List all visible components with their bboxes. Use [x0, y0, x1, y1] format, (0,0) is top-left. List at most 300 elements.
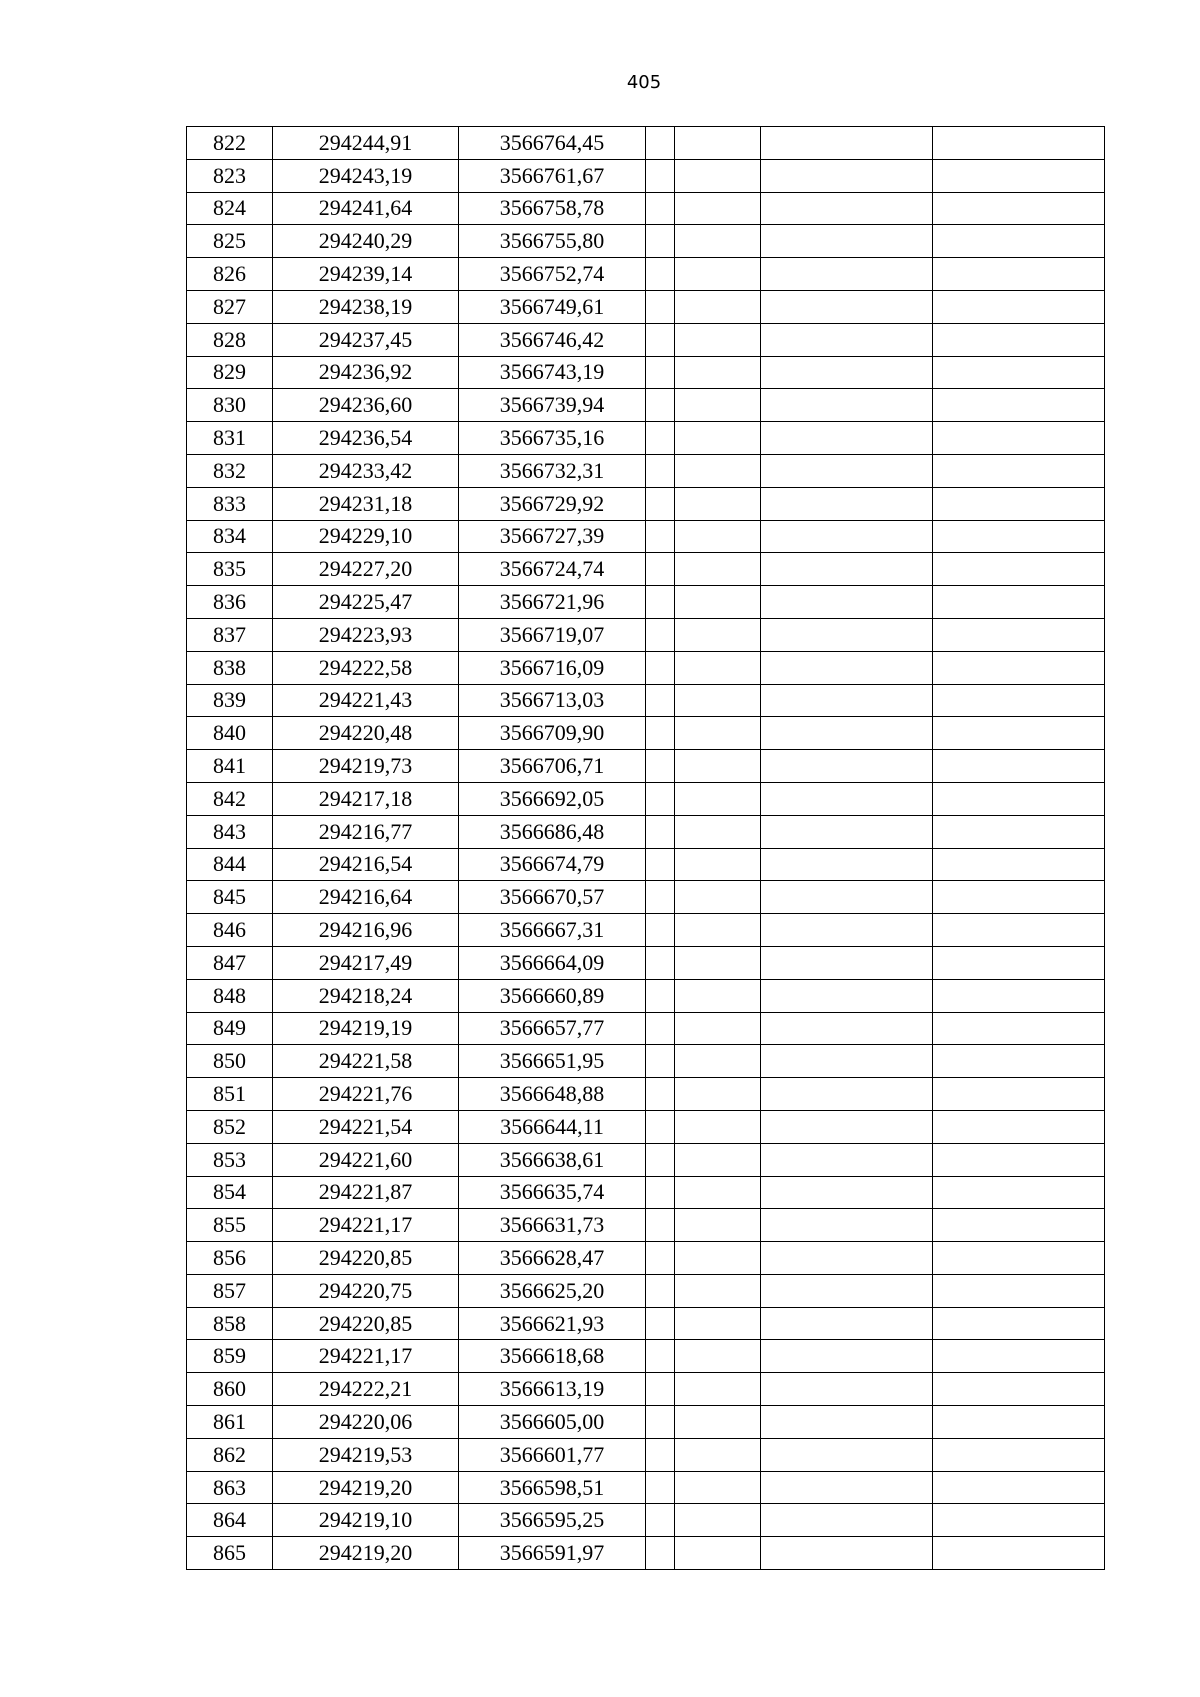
y-coordinate-cell: 3566746,42: [459, 323, 646, 356]
y-coordinate-cell: 3566625,20: [459, 1274, 646, 1307]
empty-cell: [761, 1471, 933, 1504]
empty-cell: [675, 1373, 761, 1406]
table-row: [187, 258, 1105, 291]
empty-cell: [933, 651, 1105, 684]
empty-cell: [761, 1143, 933, 1176]
point-number-cell: 829: [187, 356, 273, 389]
x-coordinate-cell: 294225,47: [273, 586, 459, 619]
y-coordinate-cell: 3566674,79: [459, 848, 646, 881]
y-coordinate-cell: 3566727,39: [459, 520, 646, 553]
empty-cell: [933, 1242, 1105, 1275]
empty-cell: [933, 290, 1105, 323]
table-row: [187, 914, 1105, 947]
empty-cell: [933, 914, 1105, 947]
table-row: [187, 586, 1105, 619]
x-coordinate-cell: 294216,54: [273, 848, 459, 881]
empty-cell: [761, 914, 933, 947]
empty-cell: [646, 1078, 675, 1111]
empty-cell: [761, 159, 933, 192]
table-row: [187, 750, 1105, 783]
empty-cell: [675, 881, 761, 914]
coordinates-table-body: [187, 127, 1105, 1570]
x-coordinate-cell: 294220,75: [273, 1274, 459, 1307]
empty-cell: [761, 487, 933, 520]
y-coordinate-cell: 3566605,00: [459, 1406, 646, 1439]
table-row: [187, 1143, 1105, 1176]
table-row: [187, 1504, 1105, 1537]
empty-cell: [646, 159, 675, 192]
y-coordinate-cell: 3566716,09: [459, 651, 646, 684]
table-row: [187, 1209, 1105, 1242]
empty-cell: [646, 422, 675, 455]
table-row: [187, 290, 1105, 323]
x-coordinate-cell: 294231,18: [273, 487, 459, 520]
y-coordinate-cell: 3566601,77: [459, 1438, 646, 1471]
empty-cell: [646, 192, 675, 225]
y-coordinate-cell: 3566709,90: [459, 717, 646, 750]
y-coordinate-cell: 3566686,48: [459, 815, 646, 848]
point-number-cell: 865: [187, 1537, 273, 1570]
x-coordinate-cell: 294238,19: [273, 290, 459, 323]
table-row: [187, 225, 1105, 258]
point-number-cell: 856: [187, 1242, 273, 1275]
empty-cell: [933, 750, 1105, 783]
point-number-cell: 824: [187, 192, 273, 225]
empty-cell: [675, 914, 761, 947]
x-coordinate-cell: 294221,43: [273, 684, 459, 717]
point-number-cell: 843: [187, 815, 273, 848]
empty-cell: [933, 1504, 1105, 1537]
table-row: [187, 1045, 1105, 1078]
empty-cell: [675, 750, 761, 783]
coordinates-table: [186, 126, 1105, 1570]
empty-cell: [675, 717, 761, 750]
empty-cell: [675, 258, 761, 291]
y-coordinate-cell: 3566692,05: [459, 782, 646, 815]
empty-cell: [761, 1406, 933, 1439]
empty-cell: [761, 192, 933, 225]
empty-cell: [646, 1340, 675, 1373]
empty-cell: [933, 1406, 1105, 1439]
table-row: [187, 422, 1105, 455]
x-coordinate-cell: 294219,53: [273, 1438, 459, 1471]
empty-cell: [761, 1504, 933, 1537]
y-coordinate-cell: 3566631,73: [459, 1209, 646, 1242]
table-row: [187, 684, 1105, 717]
point-number-cell: 837: [187, 618, 273, 651]
table-row: [187, 1078, 1105, 1111]
empty-cell: [761, 1209, 933, 1242]
x-coordinate-cell: 294240,29: [273, 225, 459, 258]
empty-cell: [933, 1209, 1105, 1242]
point-number-cell: 826: [187, 258, 273, 291]
empty-cell: [761, 848, 933, 881]
empty-cell: [761, 684, 933, 717]
empty-cell: [761, 815, 933, 848]
empty-cell: [646, 586, 675, 619]
empty-cell: [646, 815, 675, 848]
y-coordinate-cell: 3566648,88: [459, 1078, 646, 1111]
point-number-cell: 846: [187, 914, 273, 947]
empty-cell: [675, 1504, 761, 1537]
table-row: [187, 1471, 1105, 1504]
point-number-cell: 828: [187, 323, 273, 356]
empty-cell: [933, 1438, 1105, 1471]
empty-cell: [933, 1078, 1105, 1111]
x-coordinate-cell: 294222,58: [273, 651, 459, 684]
table-row: [187, 192, 1105, 225]
table-row: [187, 159, 1105, 192]
x-coordinate-cell: 294241,64: [273, 192, 459, 225]
y-coordinate-cell: 3566743,19: [459, 356, 646, 389]
empty-cell: [933, 1045, 1105, 1078]
empty-cell: [646, 1537, 675, 1570]
empty-cell: [675, 225, 761, 258]
point-number-cell: 832: [187, 454, 273, 487]
x-coordinate-cell: 294216,64: [273, 881, 459, 914]
empty-cell: [646, 225, 675, 258]
empty-cell: [761, 1307, 933, 1340]
point-number-cell: 860: [187, 1373, 273, 1406]
point-number-cell: 833: [187, 487, 273, 520]
empty-cell: [761, 946, 933, 979]
y-coordinate-cell: 3566667,31: [459, 914, 646, 947]
y-coordinate-cell: 3566713,03: [459, 684, 646, 717]
empty-cell: [933, 946, 1105, 979]
point-number-cell: 863: [187, 1471, 273, 1504]
empty-cell: [761, 127, 933, 160]
empty-cell: [933, 520, 1105, 553]
empty-cell: [646, 717, 675, 750]
y-coordinate-cell: 3566719,07: [459, 618, 646, 651]
empty-cell: [675, 159, 761, 192]
table-row: [187, 553, 1105, 586]
empty-cell: [933, 389, 1105, 422]
x-coordinate-cell: 294219,20: [273, 1471, 459, 1504]
x-coordinate-cell: 294222,21: [273, 1373, 459, 1406]
empty-cell: [675, 618, 761, 651]
empty-cell: [646, 127, 675, 160]
empty-cell: [933, 258, 1105, 291]
empty-cell: [646, 389, 675, 422]
empty-cell: [761, 1045, 933, 1078]
point-number-cell: 836: [187, 586, 273, 619]
y-coordinate-cell: 3566724,74: [459, 553, 646, 586]
empty-cell: [761, 422, 933, 455]
empty-cell: [933, 1110, 1105, 1143]
empty-cell: [646, 782, 675, 815]
empty-cell: [761, 618, 933, 651]
empty-cell: [675, 979, 761, 1012]
empty-cell: [675, 815, 761, 848]
point-number-cell: 859: [187, 1340, 273, 1373]
table-row: [187, 1406, 1105, 1439]
table-row: [187, 881, 1105, 914]
empty-cell: [933, 225, 1105, 258]
x-coordinate-cell: 294236,54: [273, 422, 459, 455]
empty-cell: [675, 946, 761, 979]
x-coordinate-cell: 294220,85: [273, 1242, 459, 1275]
empty-cell: [933, 487, 1105, 520]
x-coordinate-cell: 294221,60: [273, 1143, 459, 1176]
empty-cell: [761, 1012, 933, 1045]
table-row: [187, 520, 1105, 553]
y-coordinate-cell: 3566764,45: [459, 127, 646, 160]
empty-cell: [933, 1340, 1105, 1373]
empty-cell: [933, 323, 1105, 356]
empty-cell: [675, 553, 761, 586]
y-coordinate-cell: 3566761,67: [459, 159, 646, 192]
table-row: [187, 782, 1105, 815]
y-coordinate-cell: 3566613,19: [459, 1373, 646, 1406]
empty-cell: [761, 389, 933, 422]
empty-cell: [675, 422, 761, 455]
empty-cell: [675, 1438, 761, 1471]
point-number-cell: 834: [187, 520, 273, 553]
empty-cell: [761, 520, 933, 553]
table-row: [187, 815, 1105, 848]
point-number-cell: 849: [187, 1012, 273, 1045]
point-number-cell: 840: [187, 717, 273, 750]
point-number-cell: 838: [187, 651, 273, 684]
x-coordinate-cell: 294236,60: [273, 389, 459, 422]
y-coordinate-cell: 3566628,47: [459, 1242, 646, 1275]
table-row: [187, 1438, 1105, 1471]
empty-cell: [675, 1143, 761, 1176]
empty-cell: [675, 1176, 761, 1209]
empty-cell: [933, 1307, 1105, 1340]
empty-cell: [761, 1176, 933, 1209]
empty-cell: [675, 1471, 761, 1504]
x-coordinate-cell: 294237,45: [273, 323, 459, 356]
x-coordinate-cell: 294219,10: [273, 1504, 459, 1537]
x-coordinate-cell: 294244,91: [273, 127, 459, 160]
point-number-cell: 845: [187, 881, 273, 914]
x-coordinate-cell: 294217,18: [273, 782, 459, 815]
x-coordinate-cell: 294221,58: [273, 1045, 459, 1078]
empty-cell: [933, 782, 1105, 815]
empty-cell: [933, 1537, 1105, 1570]
empty-cell: [761, 586, 933, 619]
y-coordinate-cell: 3566664,09: [459, 946, 646, 979]
y-coordinate-cell: 3566651,95: [459, 1045, 646, 1078]
y-coordinate-cell: 3566670,57: [459, 881, 646, 914]
empty-cell: [646, 618, 675, 651]
empty-cell: [933, 1176, 1105, 1209]
table-row: [187, 717, 1105, 750]
empty-cell: [933, 1373, 1105, 1406]
empty-cell: [761, 1340, 933, 1373]
empty-cell: [675, 684, 761, 717]
point-number-cell: 844: [187, 848, 273, 881]
x-coordinate-cell: 294223,93: [273, 618, 459, 651]
empty-cell: [933, 684, 1105, 717]
empty-cell: [646, 553, 675, 586]
point-number-cell: 858: [187, 1307, 273, 1340]
table-row: [187, 1176, 1105, 1209]
empty-cell: [646, 1209, 675, 1242]
empty-cell: [933, 356, 1105, 389]
empty-cell: [646, 1504, 675, 1537]
empty-cell: [646, 356, 675, 389]
x-coordinate-cell: 294218,24: [273, 979, 459, 1012]
empty-cell: [675, 1045, 761, 1078]
empty-cell: [675, 127, 761, 160]
y-coordinate-cell: 3566735,16: [459, 422, 646, 455]
empty-cell: [933, 1143, 1105, 1176]
table-row: [187, 1242, 1105, 1275]
empty-cell: [675, 290, 761, 323]
y-coordinate-cell: 3566749,61: [459, 290, 646, 323]
empty-cell: [646, 914, 675, 947]
empty-cell: [761, 553, 933, 586]
empty-cell: [933, 618, 1105, 651]
point-number-cell: 857: [187, 1274, 273, 1307]
point-number-cell: 850: [187, 1045, 273, 1078]
table-row: [187, 1340, 1105, 1373]
y-coordinate-cell: 3566755,80: [459, 225, 646, 258]
empty-cell: [646, 848, 675, 881]
y-coordinate-cell: 3566739,94: [459, 389, 646, 422]
y-coordinate-cell: 3566752,74: [459, 258, 646, 291]
empty-cell: [933, 717, 1105, 750]
table-row: [187, 1307, 1105, 1340]
x-coordinate-cell: 294219,19: [273, 1012, 459, 1045]
point-number-cell: 855: [187, 1209, 273, 1242]
table-row: [187, 1537, 1105, 1570]
table-row: [187, 454, 1105, 487]
empty-cell: [675, 454, 761, 487]
x-coordinate-cell: 294217,49: [273, 946, 459, 979]
empty-cell: [761, 225, 933, 258]
x-coordinate-cell: 294229,10: [273, 520, 459, 553]
page-number: 405: [626, 72, 662, 93]
empty-cell: [646, 1406, 675, 1439]
x-coordinate-cell: 294216,77: [273, 815, 459, 848]
empty-cell: [646, 881, 675, 914]
table-row: [187, 979, 1105, 1012]
empty-cell: [675, 1340, 761, 1373]
x-coordinate-cell: 294219,20: [273, 1537, 459, 1570]
empty-cell: [761, 979, 933, 1012]
x-coordinate-cell: 294227,20: [273, 553, 459, 586]
empty-cell: [675, 1012, 761, 1045]
y-coordinate-cell: 3566621,93: [459, 1307, 646, 1340]
empty-cell: [646, 1176, 675, 1209]
point-number-cell: 851: [187, 1078, 273, 1111]
x-coordinate-cell: 294221,54: [273, 1110, 459, 1143]
table-row: [187, 356, 1105, 389]
empty-cell: [761, 356, 933, 389]
table-row: [187, 1274, 1105, 1307]
x-coordinate-cell: 294233,42: [273, 454, 459, 487]
y-coordinate-cell: 3566758,78: [459, 192, 646, 225]
empty-cell: [675, 1406, 761, 1439]
empty-cell: [646, 323, 675, 356]
point-number-cell: 823: [187, 159, 273, 192]
x-coordinate-cell: 294219,73: [273, 750, 459, 783]
empty-cell: [646, 979, 675, 1012]
empty-cell: [933, 1471, 1105, 1504]
empty-cell: [761, 782, 933, 815]
empty-cell: [646, 1143, 675, 1176]
x-coordinate-cell: 294221,87: [273, 1176, 459, 1209]
table-row: [187, 323, 1105, 356]
empty-cell: [646, 290, 675, 323]
empty-cell: [675, 389, 761, 422]
empty-cell: [675, 1242, 761, 1275]
y-coordinate-cell: 3566660,89: [459, 979, 646, 1012]
empty-cell: [933, 1012, 1105, 1045]
point-number-cell: 847: [187, 946, 273, 979]
x-coordinate-cell: 294220,85: [273, 1307, 459, 1340]
y-coordinate-cell: 3566721,96: [459, 586, 646, 619]
empty-cell: [933, 979, 1105, 1012]
x-coordinate-cell: 294221,76: [273, 1078, 459, 1111]
empty-cell: [675, 1078, 761, 1111]
empty-cell: [646, 1471, 675, 1504]
empty-cell: [933, 815, 1105, 848]
point-number-cell: 839: [187, 684, 273, 717]
empty-cell: [675, 1307, 761, 1340]
empty-cell: [761, 750, 933, 783]
table-row: [187, 487, 1105, 520]
empty-cell: [646, 1242, 675, 1275]
empty-cell: [675, 651, 761, 684]
x-coordinate-cell: 294220,48: [273, 717, 459, 750]
empty-cell: [761, 258, 933, 291]
empty-cell: [761, 323, 933, 356]
empty-cell: [646, 1307, 675, 1340]
point-number-cell: 827: [187, 290, 273, 323]
empty-cell: [646, 1438, 675, 1471]
table-row: [187, 618, 1105, 651]
empty-cell: [933, 159, 1105, 192]
y-coordinate-cell: 3566706,71: [459, 750, 646, 783]
table-row: [187, 1373, 1105, 1406]
empty-cell: [675, 323, 761, 356]
empty-cell: [761, 1242, 933, 1275]
empty-cell: [646, 1012, 675, 1045]
table-row: [187, 946, 1105, 979]
table-row: [187, 651, 1105, 684]
y-coordinate-cell: 3566638,61: [459, 1143, 646, 1176]
empty-cell: [761, 1110, 933, 1143]
empty-cell: [761, 651, 933, 684]
empty-cell: [761, 881, 933, 914]
empty-cell: [646, 1110, 675, 1143]
point-number-cell: 822: [187, 127, 273, 160]
empty-cell: [675, 848, 761, 881]
empty-cell: [933, 454, 1105, 487]
point-number-cell: 852: [187, 1110, 273, 1143]
table-row: [187, 1012, 1105, 1045]
empty-cell: [675, 1209, 761, 1242]
empty-cell: [761, 454, 933, 487]
x-coordinate-cell: 294239,14: [273, 258, 459, 291]
y-coordinate-cell: 3566732,31: [459, 454, 646, 487]
empty-cell: [646, 487, 675, 520]
empty-cell: [646, 651, 675, 684]
point-number-cell: 854: [187, 1176, 273, 1209]
empty-cell: [761, 1274, 933, 1307]
empty-cell: [646, 750, 675, 783]
y-coordinate-cell: 3566591,97: [459, 1537, 646, 1570]
y-coordinate-cell: 3566635,74: [459, 1176, 646, 1209]
empty-cell: [646, 684, 675, 717]
y-coordinate-cell: 3566595,25: [459, 1504, 646, 1537]
empty-cell: [675, 192, 761, 225]
